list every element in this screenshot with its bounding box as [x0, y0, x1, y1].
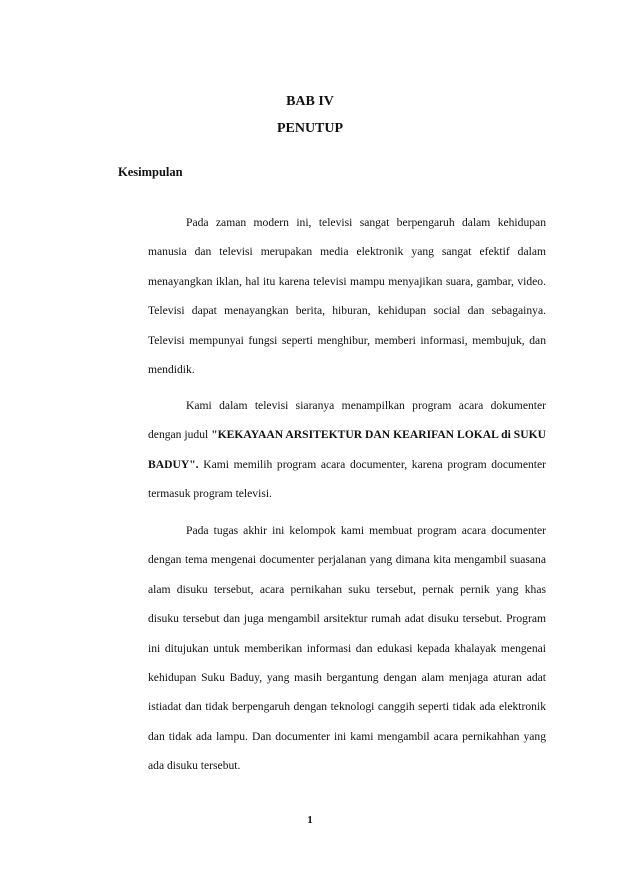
- paragraph-3: Pada tugas akhir ini kelompok kami membuat program acara documenter dengan tema mengenai documenter perjalanan yang dimana kita mengambil suasana alam disuku tersebut, acara pernikahan suku tersebut, pernak pernik yang khas disuku tersebut dan juga mengambil arsitektur rumah adat disuku tersebut. Program ini ditujukan untuk memberikan informasi dan edukasi kepada khalayak mengenai kehidupan Suku Baduy, yang masih bergantung dengan alam menjaga aturan adat istiadat dan tidak berpengaruh dengan teknologi canggih seperti tidak ada elektronik dan tidak ada lampu. Dan documenter ini kami mengambil acara pernikahhan yang ada disuku tersebut.: [148, 524, 546, 773]
- section-heading: Kesimpulan: [118, 165, 183, 179]
- paragraph-2-text-start: Kami dalam televisi siaranya menampilkan program acara dokumenter dengan judul: [148, 399, 546, 442]
- chapter-number: BAB IV: [286, 94, 334, 109]
- program-title: "KEKAYAAN ARSITEKTUR DAN KEARIFAN LOKAL di SUKU BADUY".: [148, 428, 546, 471]
- paragraph-2: [148, 391, 546, 509]
- paragraph-2-text-end: Kami memilih program acara documenter, karena program documenter termasuk program televisi.: [148, 457, 546, 501]
- page-number: 1: [307, 814, 313, 826]
- paragraph-1: Pada zaman modern ini, televisi sangat berpengaruh dalam kehidupan manusia dan televisi merupakan media elektronik yang sangat efektif dalam menayangkan iklan, hal itu karena televisi mampu menyajikan suara, gambar, video. Televisi dapat menayangkan berita, hiburan, kehidupan social dan sebagainya. Televisi mempunyai fungsi seperti menghibur, memberi informasi, membujuk, dan mendidik.: [148, 216, 546, 377]
- chapter-title: PENUTUP: [276, 121, 344, 136]
- chapter-header: [0, 88, 620, 142]
